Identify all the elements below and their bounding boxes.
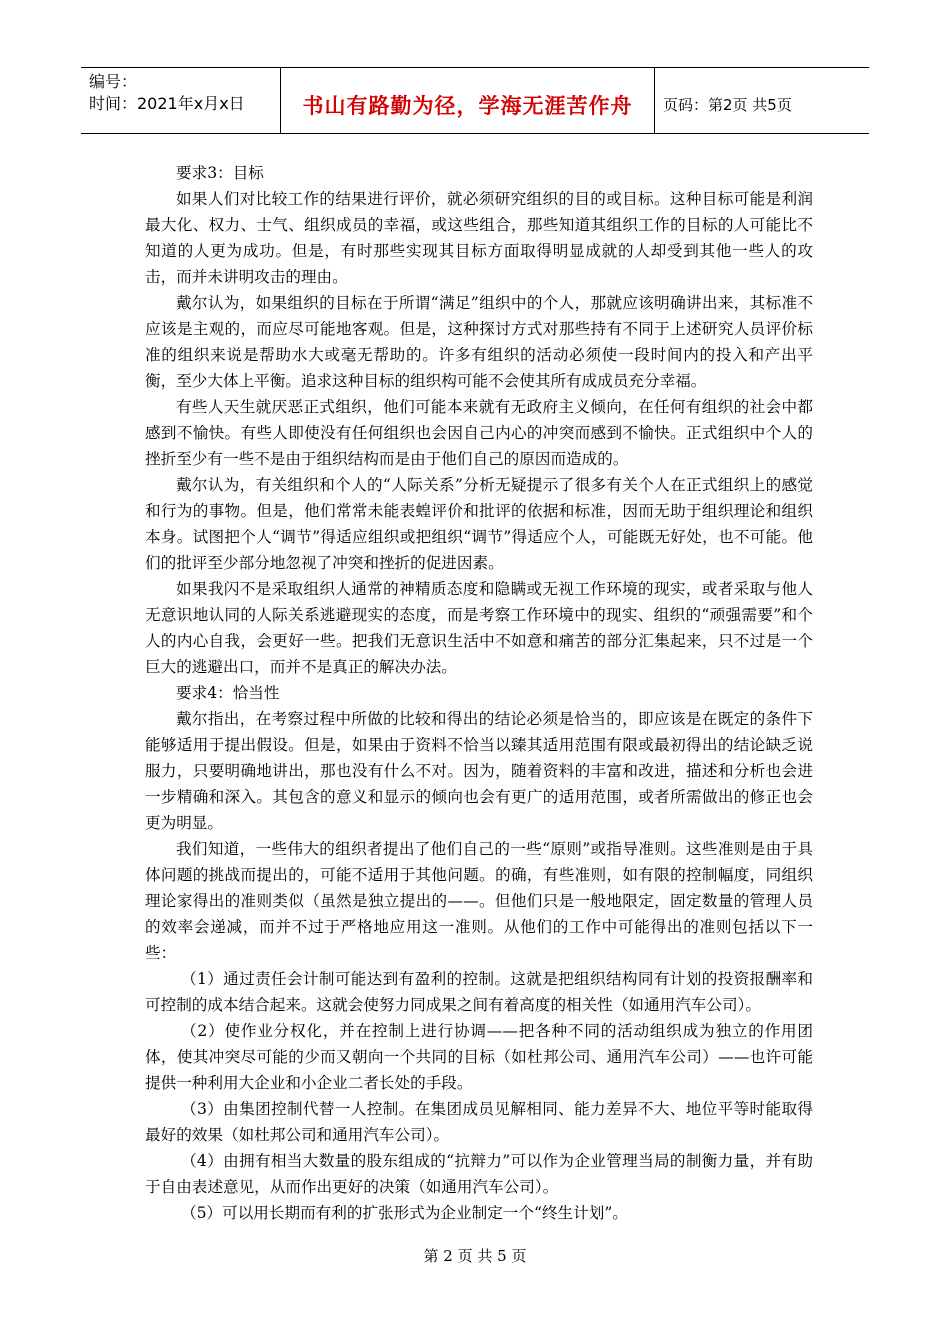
header-page-info: 页码：第2页 共5页: [663, 96, 792, 114]
section-heading-appropriateness: 要求4：恰当性: [176, 684, 280, 702]
body-paragraph: 有些人天生就厌恶正式组织，他们可能本来就有无政府主义倾向，在任何有组织的社会中都感到不愉快。有些人即使没有任何组织也会因自己内心的冲突而感到不愉快。正式组织中个人的挫折至少有一些不是由于组织结构而是由于他们自己的原因而造成的。: [145, 398, 813, 468]
header-motto: 书山有路勤为径，学海无涯苦作舟: [302, 93, 633, 118]
list-item: （2）使作业分权化，并在控制上进行协调——把各种不同的活动组织成为独立的作用团体，使其冲突尽可能的少而又朝向一个共同的目标（如杜邦公司、通用汽车公司）——也许可能提供一种利用大企业和小企业二者长处的手段。: [145, 1022, 813, 1092]
document-date-label: 时间：2021年x月x日: [89, 94, 245, 113]
header-motto-cell: [281, 68, 655, 133]
list-item: （5）可以用长期而有利的扩张形式为企业制定一个“终生计划”。: [181, 1204, 628, 1222]
body-paragraph: 我们知道，一些伟大的组织者提出了他们自己的一些“原则”或指导准则。这些准则是由于具体问题的挑战而提出的，可能不适用于其他问题。的确，有些准则，如有限的控制幅度，同组织理论家得出的准则类似（虽然是独立提出的——。但他们只是一般地限定，固定数量的管理人员的效率会递减，而并不过于严格地应用这一准则。从他们的工作中可能得出的准则包括以下一些：: [145, 840, 813, 962]
body-paragraph: 戴尔认为，有关组织和个人的“人际关系”分析无疑提示了很多有关个人在正式组织上的感觉和行为的事物。但是，他们常常未能表蝗评价和批评的依据和标准，因而无助于组织理论和组织本身。试图把个人“调节”得适应组织或把组织“调节”得适应个人，可能既无好处，也不可能。他们的批评至少部分地忽视了冲突和挫折的促进因素。: [145, 476, 813, 572]
document-body: [145, 160, 813, 1226]
list-item: （1）通过责任会计制可能达到有盈利的控制。这就是把组织结构同有计划的投资报酬率和可控制的成本结合起来。这就会使努力同成果之间有着高度的相关性（如通用汽车公司）。: [145, 970, 813, 1014]
body-paragraph: 戴尔认为，如果组织的目标在于所谓“满足”组织中的个人，那就应该明确讲出来，其标准不应该是主观的，而应尽可能地客观。但是，这种探讨方式对那些持有不同于上述研究人员评价标准的组织来说是帮助水大或毫无帮助的。许多有组织的活动必须使一段时间内的投入和产出平衡，至少大体上平衡。追求这种目标的组织构可能不会使其所有成成员充分幸福。: [145, 294, 813, 390]
list-item: （3）由集团控制代替一人控制。在集团成员见解相同、能力差异不大、地位平等时能取得最好的效果（如杜邦公司和通用汽车公司）。: [145, 1100, 813, 1144]
page-footer: 第 2 页 共 5 页: [423, 1247, 527, 1265]
document-header: [81, 67, 869, 134]
document-number-label: 编号：: [89, 72, 138, 91]
header-page-info-cell: [655, 68, 869, 133]
section-heading-goal: 要求3：目标: [176, 164, 264, 182]
body-paragraph: 戴尔指出，在考察过程中所做的比较和得出的结论必须是恰当的，即应该是在既定的条件下能够适用于提出假设。但是，如果由于资料不恰当以臻其适用范围有限或最初得出的结论缺乏说服力，只要明确地讲出，那也没有什么不对。因为，随着资料的丰富和改进，描述和分析也会进一步精确和深入。其包含的意义和显示的倾向也会有更广的适用范围，或者所需做出的修正也会更为明显。: [145, 710, 813, 832]
header-meta: [81, 68, 281, 133]
list-item: （4）由拥有相当大数量的股东组成的“抗辩力”可以作为企业管理当局的制衡力量，并有助于自由表述意见，从而作出更好的决策（如通用汽车公司）。: [145, 1152, 813, 1196]
body-paragraph: 如果我闪不是采取组织人通常的神精质态度和隐瞒或无视工作环境的现实，或者采取与他人无意识地认同的人际关系逃避现实的态度，而是考察工作环境中的现实、组织的“顽强需要”和个人的内心自我，会更好一些。把我们无意识生活中不如意和痛苦的部分汇集起来，只不过是一个巨大的逃避出口，而并不是真正的解决办法。: [145, 580, 813, 676]
body-paragraph: 如果人们对比较工作的结果进行评价，就必须研究组织的目的或目标。这种目标可能是利润最大化、权力、士气、组织成员的幸福，或这些组合，那些知道其组织工作的目标的人可能比不知道的人更为成功。但是，有时那些实现其目标方面取得明显成就的人却受到其他一些人的攻击，而并未讲明攻击的理由。: [145, 190, 813, 286]
